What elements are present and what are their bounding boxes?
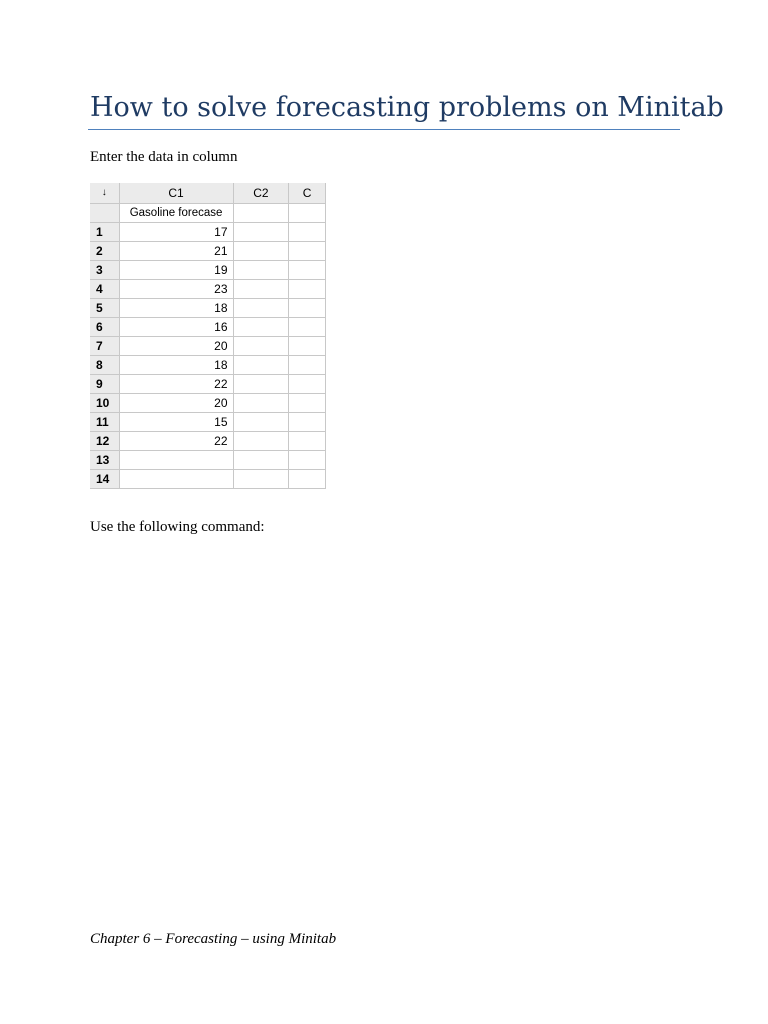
row-number[interactable]: 3 — [90, 260, 119, 279]
column-name-row — [90, 203, 326, 222]
row-number[interactable]: 9 — [90, 374, 119, 393]
cell-c3[interactable] — [289, 241, 326, 260]
row-number[interactable]: 4 — [90, 279, 119, 298]
row-number[interactable]: 5 — [90, 298, 119, 317]
row-number[interactable]: 1 — [90, 222, 119, 241]
column-name-c2[interactable] — [233, 203, 289, 222]
row-number[interactable]: 13 — [90, 450, 119, 469]
table-row — [90, 336, 326, 355]
column-header-c1[interactable]: C1 — [119, 183, 233, 203]
cell-c1[interactable]: 18 — [119, 298, 233, 317]
cell-c3[interactable] — [289, 431, 326, 450]
row-number[interactable]: 14 — [90, 469, 119, 488]
cell-c1[interactable]: 19 — [119, 260, 233, 279]
column-header-row — [90, 183, 326, 203]
cell-c2[interactable] — [233, 317, 289, 336]
cell-c3[interactable] — [289, 260, 326, 279]
cell-c3[interactable] — [289, 298, 326, 317]
cell-c2[interactable] — [233, 431, 289, 450]
cell-c1[interactable]: 23 — [119, 279, 233, 298]
table-row — [90, 260, 326, 279]
table-row — [90, 222, 326, 241]
cell-c1[interactable] — [119, 450, 233, 469]
command-text: Use the following command: — [90, 519, 265, 535]
row-number[interactable]: 8 — [90, 355, 119, 374]
table-row — [90, 393, 326, 412]
cell-c3[interactable] — [289, 336, 326, 355]
column-header-c2[interactable]: C2 — [233, 183, 289, 203]
cell-c2[interactable] — [233, 412, 289, 431]
cell-c1[interactable]: 15 — [119, 412, 233, 431]
cell-c2[interactable] — [233, 260, 289, 279]
name-row-header — [90, 203, 119, 222]
table-row — [90, 241, 326, 260]
cell-c2[interactable] — [233, 355, 289, 374]
cell-c3[interactable] — [289, 355, 326, 374]
cell-c2[interactable] — [233, 450, 289, 469]
table-row — [90, 374, 326, 393]
column-name-c3[interactable] — [289, 203, 326, 222]
cell-c2[interactable] — [233, 279, 289, 298]
worksheet — [90, 183, 326, 502]
cell-c2[interactable] — [233, 298, 289, 317]
cell-c2[interactable] — [233, 374, 289, 393]
cell-c3[interactable] — [289, 317, 326, 336]
cell-c2[interactable] — [233, 241, 289, 260]
row-number[interactable]: 6 — [90, 317, 119, 336]
cell-c3[interactable] — [289, 450, 326, 469]
row-number[interactable]: 7 — [90, 336, 119, 355]
table-row — [90, 298, 326, 317]
table-row — [90, 431, 326, 450]
column-name-c1[interactable]: Gasoline forecase — [119, 203, 233, 222]
cell-c1[interactable]: 20 — [119, 336, 233, 355]
cell-c1[interactable]: 20 — [119, 393, 233, 412]
worksheet-grid — [90, 183, 326, 489]
page-title: How to solve forecasting problems on Minitab — [90, 92, 724, 123]
table-row — [90, 355, 326, 374]
cell-c1[interactable]: 21 — [119, 241, 233, 260]
cell-c3[interactable] — [289, 279, 326, 298]
cell-c3[interactable] — [289, 222, 326, 241]
cell-c1[interactable]: 22 — [119, 374, 233, 393]
table-row — [90, 317, 326, 336]
cell-c1[interactable]: 17 — [119, 222, 233, 241]
cell-c3[interactable] — [289, 469, 326, 488]
title-underline — [88, 129, 680, 130]
cell-c3[interactable] — [289, 374, 326, 393]
table-row — [90, 450, 326, 469]
cell-c1[interactable]: 22 — [119, 431, 233, 450]
table-row — [90, 412, 326, 431]
cell-c1[interactable]: 16 — [119, 317, 233, 336]
cell-c2[interactable] — [233, 393, 289, 412]
page-footer: Chapter 6 – Forecasting – using Minitab — [90, 931, 337, 947]
instruction-text: Enter the data in column — [90, 149, 238, 165]
cell-c2[interactable] — [233, 222, 289, 241]
row-number[interactable]: 11 — [90, 412, 119, 431]
cell-c1[interactable]: 18 — [119, 355, 233, 374]
table-row — [90, 469, 326, 488]
cell-c2[interactable] — [233, 336, 289, 355]
cell-c3[interactable] — [289, 393, 326, 412]
cell-c3[interactable] — [289, 412, 326, 431]
row-arrow-icon[interactable]: ↓ — [90, 183, 119, 203]
row-number[interactable]: 12 — [90, 431, 119, 450]
cell-c2[interactable] — [233, 469, 289, 488]
table-row — [90, 279, 326, 298]
column-header-c3[interactable]: C — [289, 183, 326, 203]
cell-c1[interactable] — [119, 469, 233, 488]
row-number[interactable]: 2 — [90, 241, 119, 260]
row-number[interactable]: 10 — [90, 393, 119, 412]
